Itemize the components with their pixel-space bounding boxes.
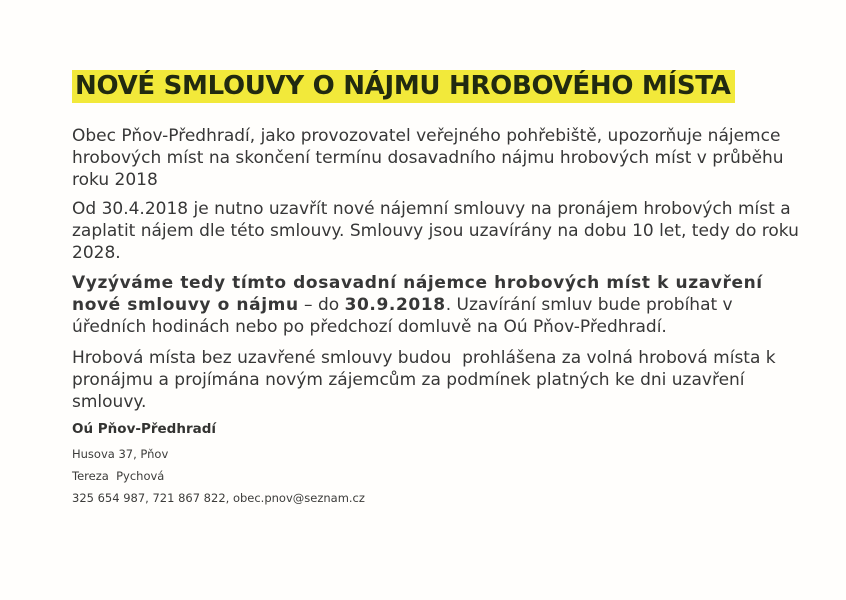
title-row	[72, 70, 806, 103]
paragraph-deadline-line-1: Od 30.4.2018 je nutno uzavřít nové nájemní smlouvy na pronájem hrobových míst a	[72, 199, 791, 219]
paragraph-deadline-line-3: 2028.	[72, 243, 121, 263]
paragraph-consequences	[72, 347, 806, 413]
call-to-action-regular-1: – do	[298, 295, 345, 315]
call-to-action-deadline-date: 30.9.2018	[344, 295, 446, 315]
paragraph-consequences-line-1: Hrobová místa bez uzavřené smlouvy budou prohlášena za volná hrobová místa k	[72, 348, 776, 368]
footer-address: Husova 37, Pňov	[72, 447, 169, 461]
paragraph-deadline-line-2: zaplatit nájem dle této smlouvy. Smlouvy jsou uzavírány na dobu 10 let, tedy do roku	[72, 221, 799, 241]
call-to-action-bold-1: Vyzýváme tedy tímto dosavadní nájemce hrobových míst k uzavření	[72, 273, 763, 293]
paragraph-intro	[72, 125, 806, 191]
call-to-action-line-3: úředních hodinách nebo po předchozí domluvě na Oú Pňov-Předhradí.	[72, 317, 667, 337]
notice-headline-highlighted: NOVÉ SMLOUVY O NÁJMU HROBOVÉHO MÍSTA	[72, 70, 735, 103]
paragraph-intro-line-1: Obec Pňov-Předhradí, jako provozovatel veřejného pohřebiště, upozorňuje nájemce	[72, 126, 781, 146]
paragraph-call-to-action	[72, 272, 806, 338]
notice-content	[72, 70, 806, 513]
call-to-action-regular-2: . Uzavírání smluv bude probíhat v	[445, 295, 733, 315]
footer-phones-email: 325 654 987, 721 867 822, obec.pnov@seznam.cz	[72, 491, 365, 505]
notice-footer	[72, 421, 806, 506]
call-to-action-line-2	[72, 294, 806, 316]
paragraph-consequences-line-2: pronájmu a projímána novým zájemcům za podmínek platných ke dni uzavření	[72, 370, 745, 390]
paragraph-consequences-line-3: smlouvy.	[72, 392, 147, 412]
call-to-action-line-1	[72, 272, 806, 294]
paragraph-deadline-start	[72, 198, 806, 264]
paragraph-intro-line-2: hrobových míst na skončení termínu dosavadního nájmu hrobových míst v průběhu	[72, 148, 784, 168]
call-to-action-bold-2: nové smlouvy o nájmu	[72, 295, 299, 315]
footer-contact-person: Tereza Pychová	[72, 469, 165, 483]
paragraph-intro-line-3: roku 2018	[72, 170, 158, 190]
footer-organization-name: Oú Pňov-Předhradí	[72, 421, 217, 437]
